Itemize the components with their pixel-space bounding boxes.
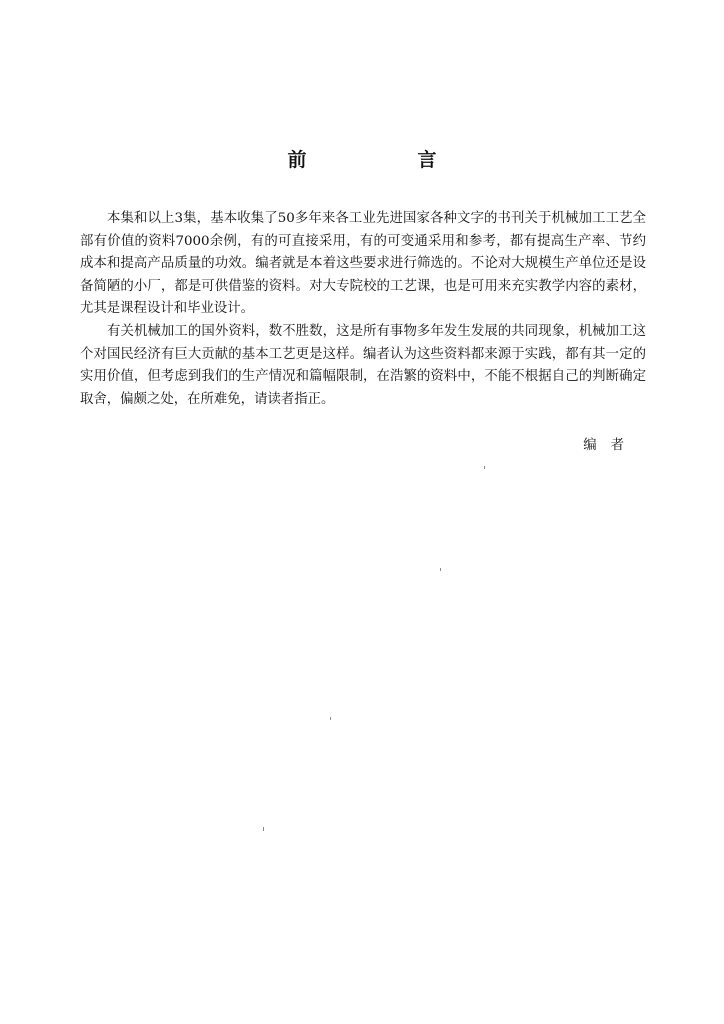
- author-signature: 编者: [583, 438, 638, 453]
- paragraph-1: 本集和以上3集，基本收集了50多年来各工业先进国家各种文字的书刊关于机械加工工艺全部有价值的资料7000余例，有的可直接采用，有的可变通采用和参考，都有提高生产率、节约成本和提高产品质量的功效。编者就是本着这些要求进行筛选的。不论对大规模生产单位还是设备简陋的小厂，都是可供借鉴的资料。对大专院校的工艺课，也是可用来充实教学内容的素材，尤其是课程设计和毕业设计。: [80, 211, 646, 317]
- page-title: 前 言: [287, 149, 483, 171]
- scan-speck: [440, 568, 441, 571]
- document-body: [80, 208, 646, 411]
- scan-speck: [263, 827, 264, 831]
- scan-speck: [330, 717, 331, 720]
- scan-speck: [484, 466, 485, 469]
- paragraph-2: 有关机械加工的国外资料，数不胜数，这是所有事物多年发生发展的共同现象，机械加工这个对国民经济有巨大贡献的基本工艺更是这样。编者认为这些资料都来源于实践，都有其一定的实用价值，但考虑到我们的生产情况和篇幅限制，在浩繁的资料中，不能不根据自己的判断确定取舍，偏颇之处，在所难免，请读者指正。: [80, 323, 646, 407]
